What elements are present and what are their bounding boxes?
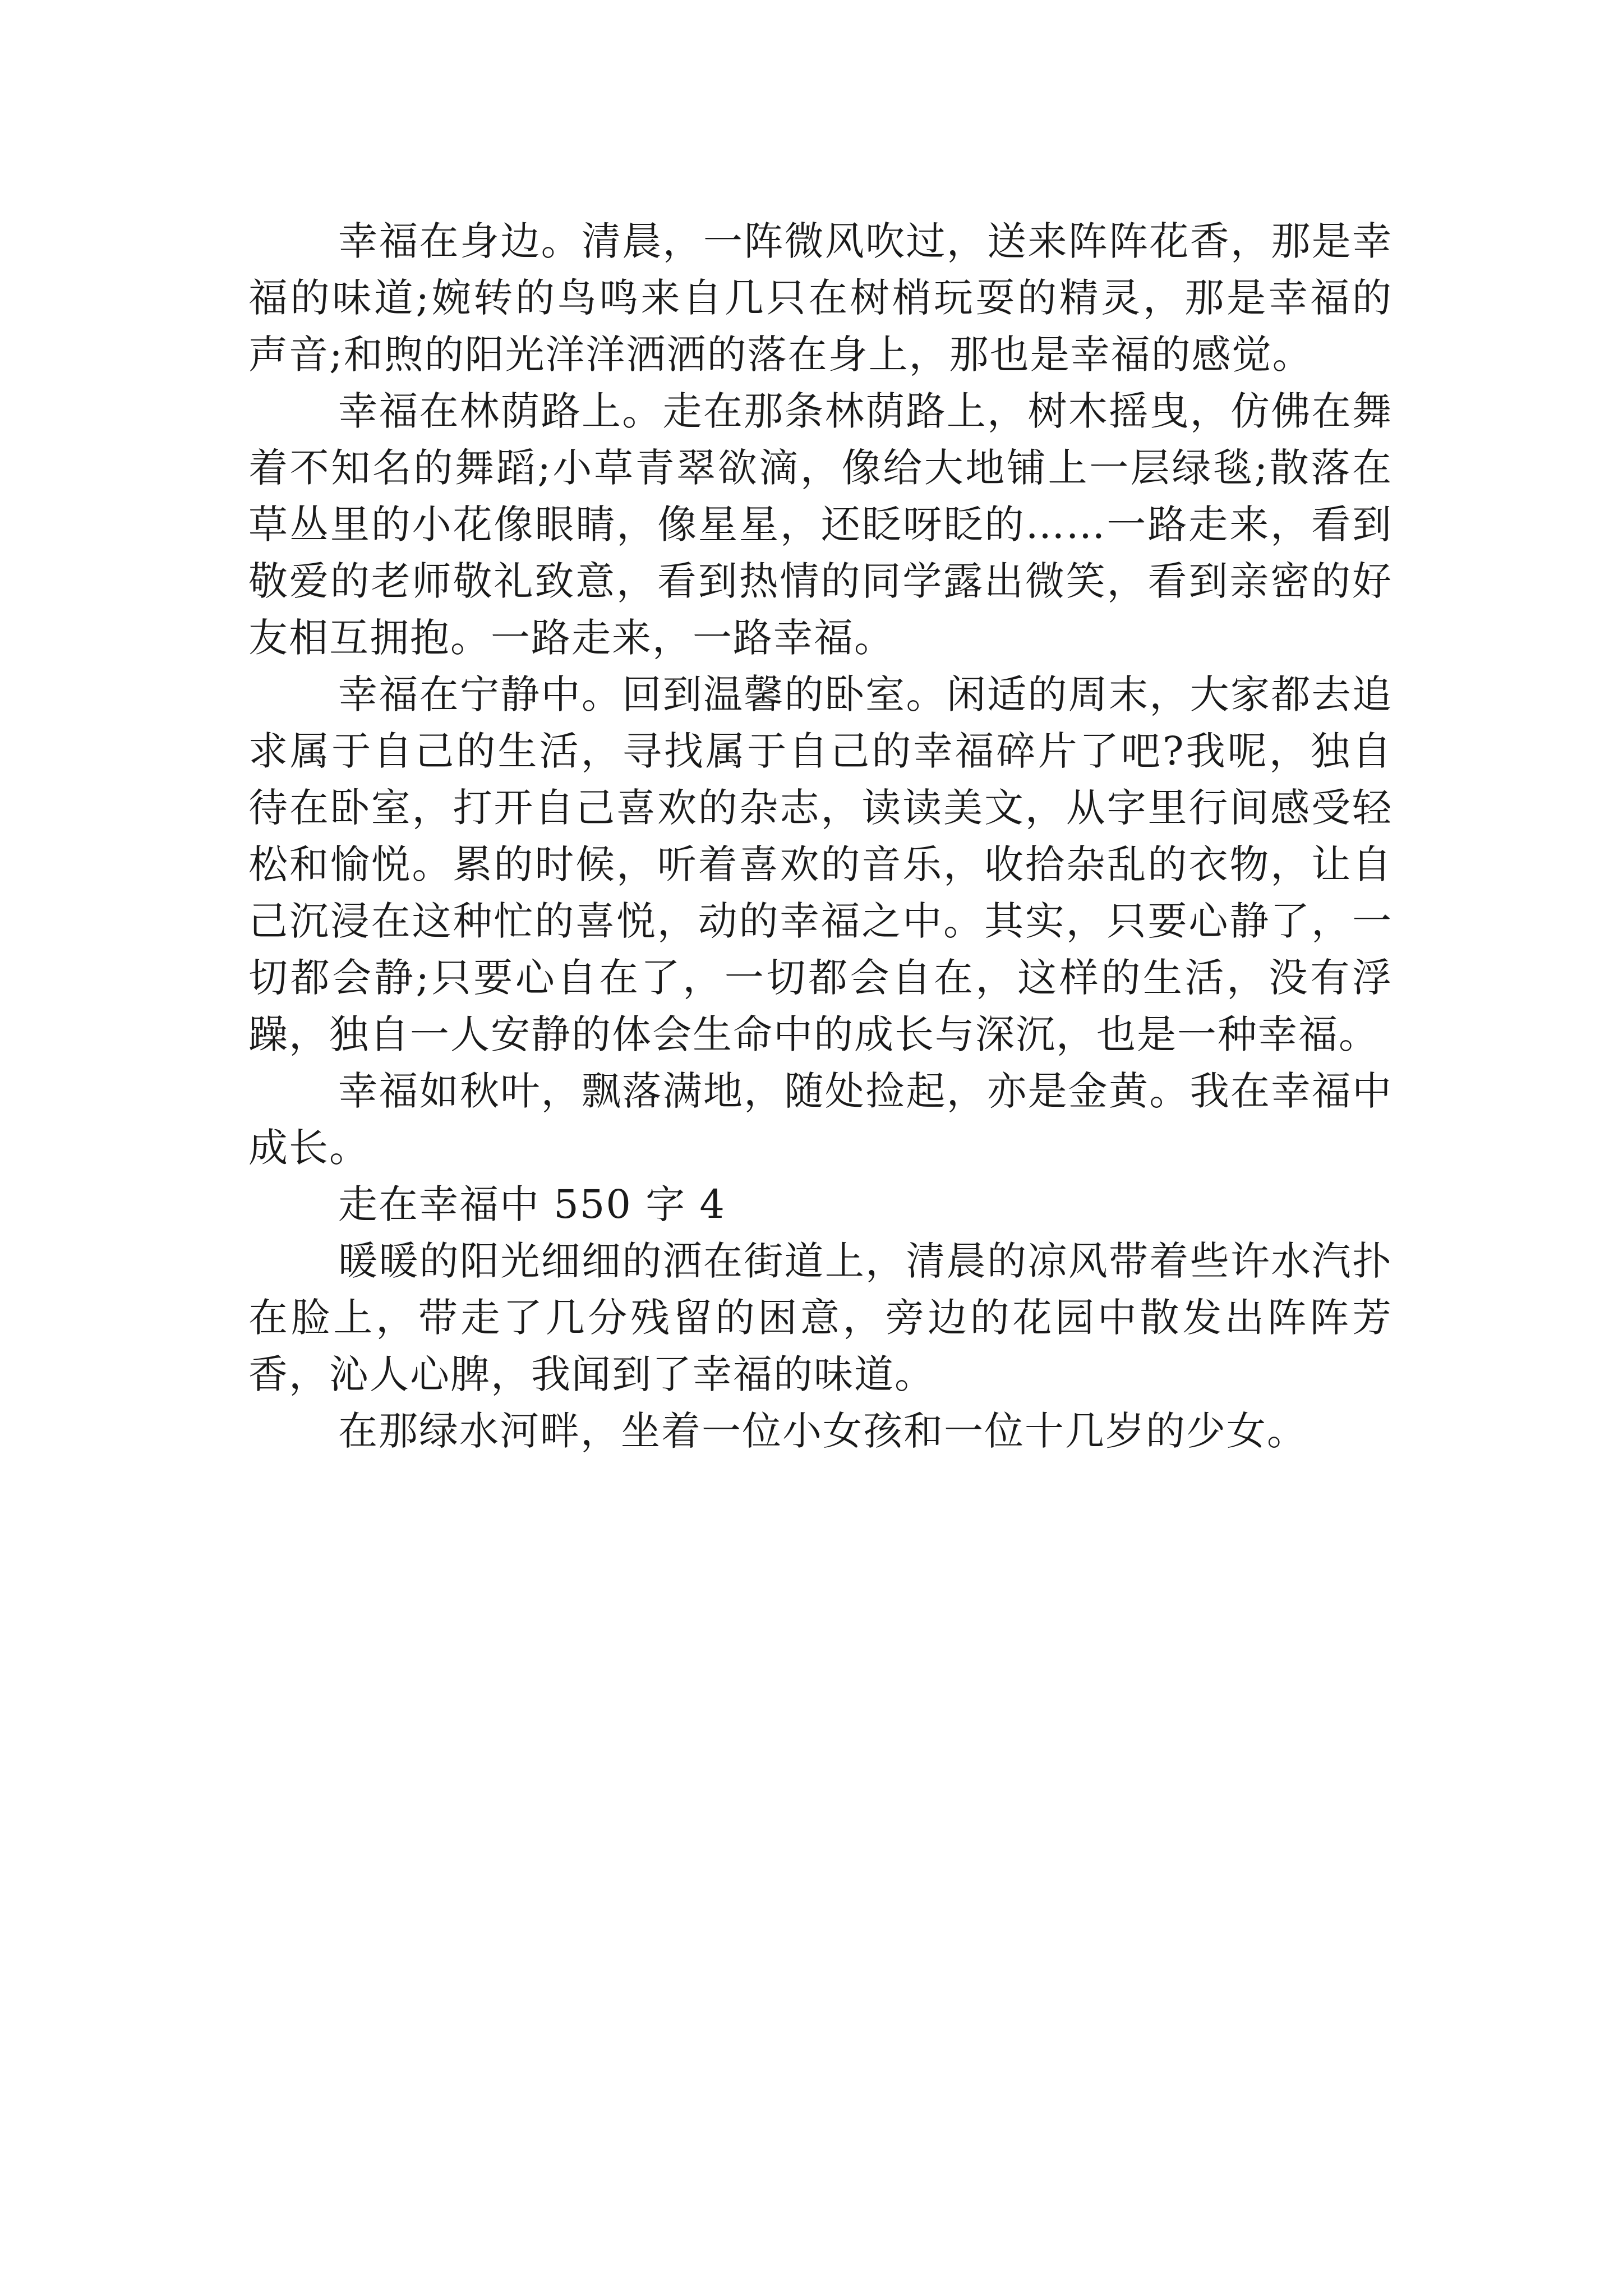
paragraph-happiness-shaded-path: 幸福在林荫路上。走在那条林荫路上，树木摇曳，仿佛在舞着不知名的舞蹈;小草青翠欲滴，像给大地铺上一层绿毯;散落在草丛里的小花像眼睛，像星星，还眨呀眨的……一路走来，看到敬爱的老师敬礼致意，看到热情的同学露出微笑，看到亲密的好友相互拥抱。一路走来，一路幸福。: [248, 388, 1393, 661]
paragraph-happiness-nearby: 幸福在身边。清晨，一阵微风吹过，送来阵阵花香，那是幸福的味道;婉转的鸟鸣来自几只在树梢玩耍的精灵，那是幸福的声音;和煦的阳光洋洋洒洒的落在身上，那也是幸福的感觉。: [248, 218, 1393, 378]
paragraph-warm-sunlight: 暖暖的阳光细细的洒在街道上，清晨的凉风带着些许水汽扑在脸上，带走了几分残留的困意，旁边的花园中散发出阵阵芳香，沁人心脾，我闻到了幸福的味道。: [248, 1238, 1393, 1397]
paragraph-riverside: 在那绿水河畔，坐着一位小女孩和一位十几岁的少女。: [338, 1408, 1307, 1454]
document-body: [248, 213, 1393, 1460]
paragraph-happiness-autumn-leaves: 幸福如秋叶，飘落满地，随处捡起，亦是金黄。我在幸福中成长。: [248, 1068, 1393, 1171]
section-heading: 走在幸福中 550 字 4: [338, 1181, 726, 1227]
paragraph-happiness-in-quiet: 幸福在宁静中。回到温馨的卧室。闲适的周末，大家都去追求属于自己的生活，寻找属于自己的幸福碎片了吧?我呢，独自待在卧室，打开自己喜欢的杂志，读读美文，从字里行间感受轻松和愉悦。累的时候，听着喜欢的音乐，收拾杂乱的衣物，让自己沉浸在这种忙的喜悦，动的幸福之中。其实，只要心静了，一切都会静;只要心自在了，一切都会自在，这样的生活，没有浮躁，独自一人安静的体会生命中的成长与深沉，也是一种幸福。: [248, 671, 1393, 1057]
